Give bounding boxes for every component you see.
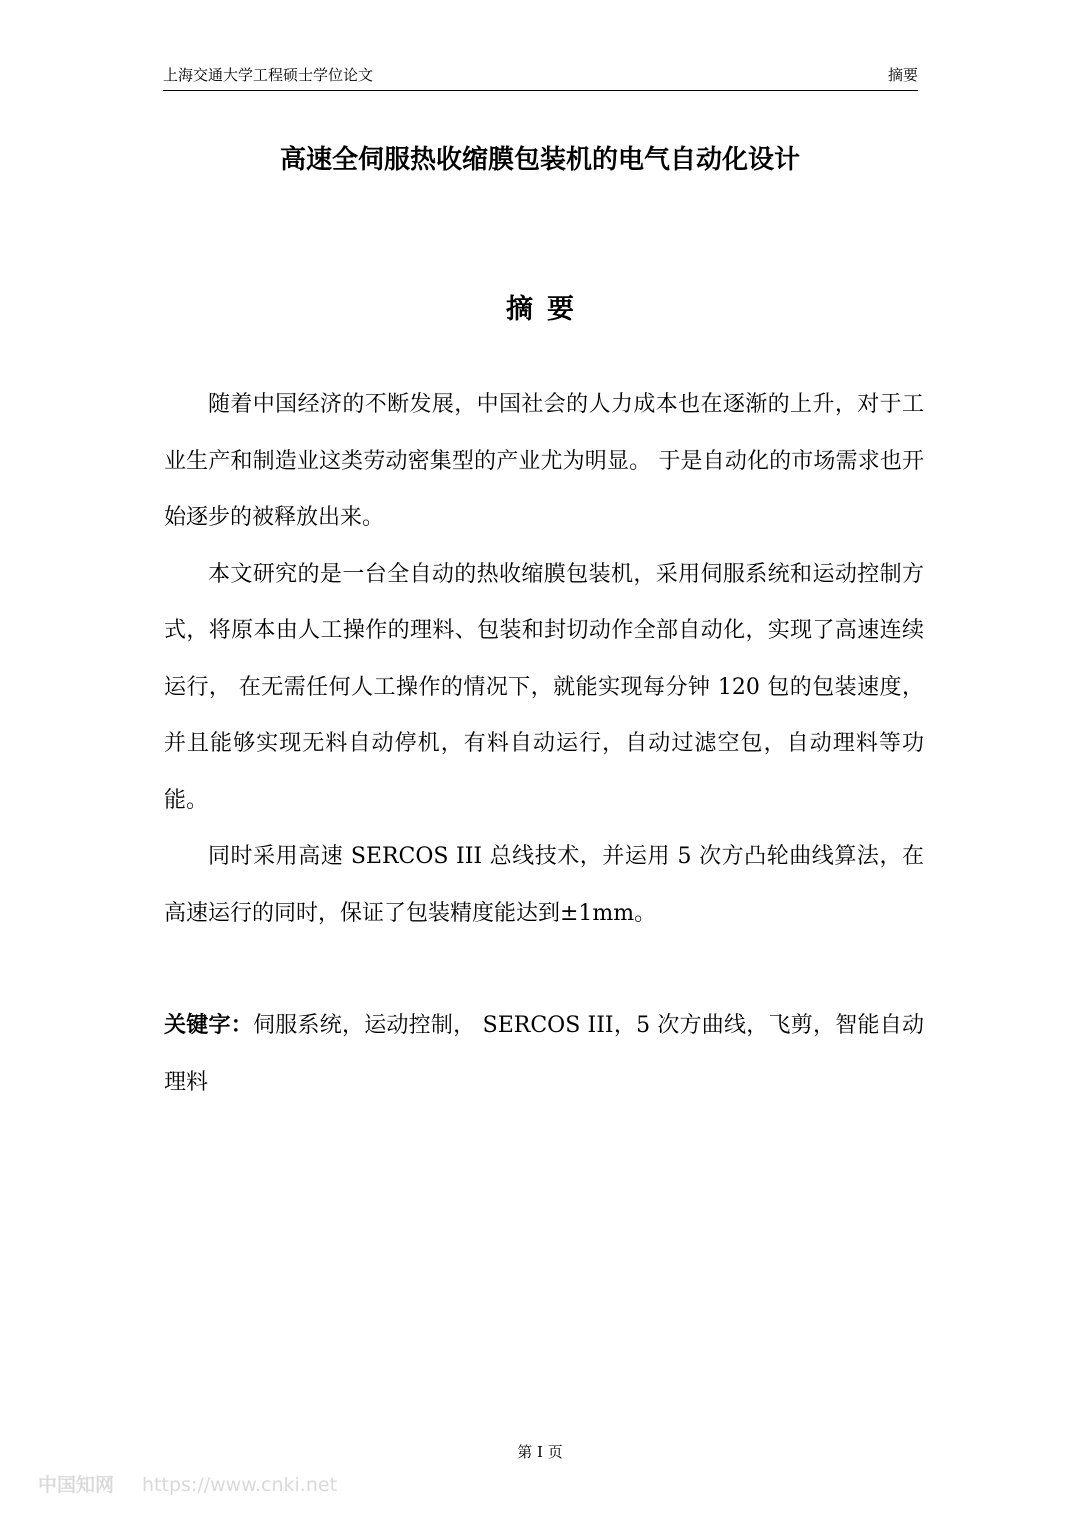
keywords-section	[164, 998, 924, 1111]
page-number: 第 I 页	[517, 1443, 563, 1461]
cnki-watermark	[38, 1470, 337, 1500]
page-header	[163, 64, 918, 91]
cnki-url: https://www.cnki.net	[142, 1474, 338, 1496]
abstract-paragraph-2: 本文研究的是一台全自动的热收缩膜包装机，采用伺服系统和运动控制方式，将原本由人工操作的理料、包装和封切动作全部自动化，实现了高速连续运行， 在无需任何人工操作的情况下，就能实现每分钟 120 包的包装速度，并且能够实现无料自动停机，有料自动运行，自动过滤空包，自动理料等功能。	[164, 561, 924, 813]
thesis-title: 高速全伺服热收缩膜包装机的电气自动化设计	[279, 145, 800, 175]
cnki-logo: 中国知网	[38, 1474, 115, 1496]
abstract-body	[164, 377, 924, 942]
abstract-paragraph-3: 同时采用高速 SERCOS III 总线技术，并运用 5 次方凸轮曲线算法，在高速运行的同时，保证了包装精度能达到±1mm。	[164, 844, 924, 926]
header-section-name: 摘要	[887, 66, 918, 84]
keywords-text: 伺服系统，运动控制， SERCOS III，5 次方曲线，飞剪，智能自动理料	[164, 1013, 924, 1095]
abstract-paragraph-1: 随着中国经济的不断发展，中国社会的人力成本也在逐渐的上升，对于工业生产和制造业这类劳动密集型的产业尤为明显。 于是自动化的市场需求也开始逐步的被释放出来。	[164, 392, 924, 530]
header-thesis-name: 上海交通大学工程硕士学位论文	[163, 66, 374, 84]
abstract-heading: 摘要	[506, 294, 588, 325]
keywords-label: 关键字：	[164, 1013, 253, 1038]
